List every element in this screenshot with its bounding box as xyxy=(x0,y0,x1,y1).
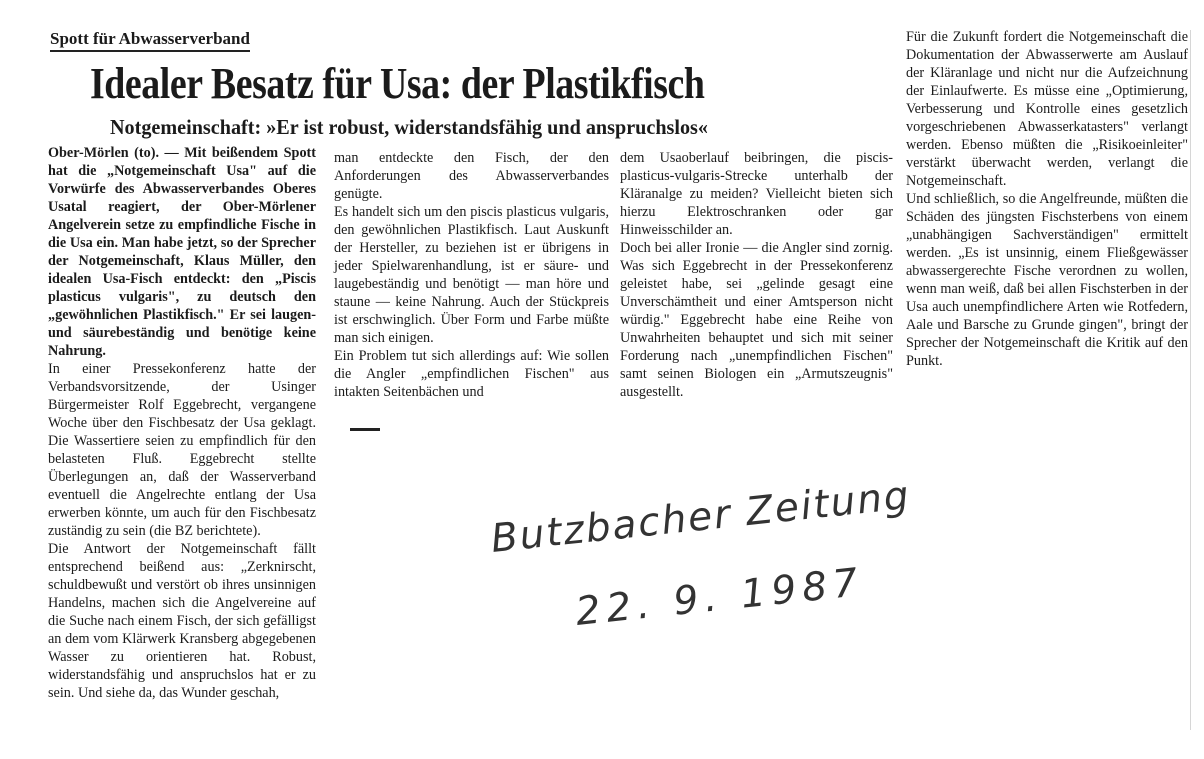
body-paragraph: Ein Problem tut sich allerdings auf: Wie sollen die Angler „empfindlichen Fischen" aus intakten Seitenbächen und xyxy=(334,348,609,400)
article-column-3 xyxy=(620,149,893,401)
article-column-1 xyxy=(48,144,316,702)
body-paragraph: In einer Pressekonferenz hatte der Verbandsvorsitzende, der Usinger Bürgermeister Rolf Eggebrecht, vergangene Woche über den Fischbesatz der Usa geklagt. Die Wassertiere seien zu empfindlich für den belasteten Fluß. Eggebrecht stellte Überlegungen an, daß der Wasserverband eventuell die Angelrechte entlang der Usa erwerben könnte, um auch für den Fischbesatz zuständig zu sein (die BZ berichtete). xyxy=(48,361,316,539)
headline: Idealer Besatz für Usa: der Plastikfisch xyxy=(90,59,705,108)
handwritten-date: 22. 9. 1987 xyxy=(573,560,866,635)
lead-paragraph: Ober-Mörlen (to). — Mit beißendem Spott hat die „Notgemeinschaft Usa" auf die Vorwürfe des Abwasserverbandes Oberes Usatal reagiert, der Ober-Mörlener Angelverein setze zu empfindliche Fische in die Usa ein. Man habe jetzt, so der Sprecher der Notgemeinschaft, Klaus Müller, den idealen Usa-Fisch entdeckt: den „Piscis plasticus vulgaris", zu deutsch den „gewöhnlichen Plastikfisch." Er sei laugen- und säurebeständig und benötige keine Nahrung. xyxy=(48,145,316,359)
body-paragraph: dem Usaoberlauf beibringen, die piscis-plasticus-vulgaris-Strecke unterhalb der Kläranalge zu meiden? Vielleicht bieten sich hierzu Elektroschranken oder gar Hinweisschilder an. xyxy=(620,150,893,238)
kicker: Spott für Abwasserverband xyxy=(50,29,250,52)
subheadline: Notgemeinschaft: »Er ist robust, widerstandsfähig und anspruchslos« xyxy=(110,115,708,139)
article-column-2 xyxy=(334,149,609,401)
article-column-4 xyxy=(906,28,1188,370)
body-paragraph: man entdeckte den Fisch, der den Anforderungen des Abwasserverbandes genügte. xyxy=(334,150,609,202)
body-paragraph: Doch bei aller Ironie — die Angler sind zornig. Was sich Eggebrecht in der Pressekonferenz geleistet habe, sei „gelinde gesagt eine Unverschämtheit und einer Amtsperson nicht würdig." Eggebrecht habe eine Reihe von Unwahrheiten behauptet und sich mit seiner Forderung nach „unempfindlichen Fischen" samt seinen Biologen ein „Armutszeugnis" ausgestellt. xyxy=(620,240,893,400)
body-paragraph: Die Antwort der Notgemeinschaft fällt entsprechend beißend aus: „Zerknirscht, schuldbewußt und verstört ob ihres unsinnigen Handelns, machen sich die Angelvereine auf die Suche nach einem Fisch, der sich gefälligst an dem vom Klärwerk Kransberg abgegebenen Wasser zu orientieren hat. Robust, widerstandsfähig und anspruchslos hat er zu sein. Und siehe da, das Wunder geschah, xyxy=(48,541,316,701)
body-paragraph: Und schließlich, so die Angelfreunde, müßten die Schäden des jüngsten Fischsterbens von einem „unabhängigen Sachverständigen" ermittelt werden. „Es ist unsinnig, einem Fließgewässer abwassergerechte Fische verordnen zu wollen, wenn man weiß, daß bei allen Fischsterben in der Usa auch unempfindlichere Arten wie Rotfedern, Aale und Barsche zu Grunde gingen", bringt der Sprecher der Notgemeinschaft die Kritik auf den Punkt. xyxy=(906,191,1188,369)
body-paragraph: Für die Zukunft fordert die Notgemeinschaft die Dokumentation der Abwasserwerte am Auslauf der Kläranlage und nicht nur die Aufzeichnung der Einlaufwerte. Es müsse eine „Optimierung, Verbesserung und Kontrolle eines gesetzlich vorgeschriebenen Abwasserkatasters" verlangt werden. Ebenso müßten die „Risikoeinleiter" verstärkt überwacht werden, verlangt die Notgemeinschaft. xyxy=(906,29,1188,189)
body-paragraph: Es handelt sich um den piscis plasticus vulgaris, den gewöhnlichen Plastikfisch. Laut Auskunft der Hersteller, zu beziehen ist er übrigens in jeder Spielwarenhandlung, ist er säure- und laugebeständig und benötigt — man höre und staune — keine Nahrung. Auch der Stückpreis ist erschwinglich. Über Form und Farbe müßte man sich einigen. xyxy=(334,204,609,346)
scan-edge-line xyxy=(1190,30,1191,730)
column-end-mark xyxy=(350,428,380,431)
handwritten-source: Butzbacher Zeitung xyxy=(488,473,913,562)
